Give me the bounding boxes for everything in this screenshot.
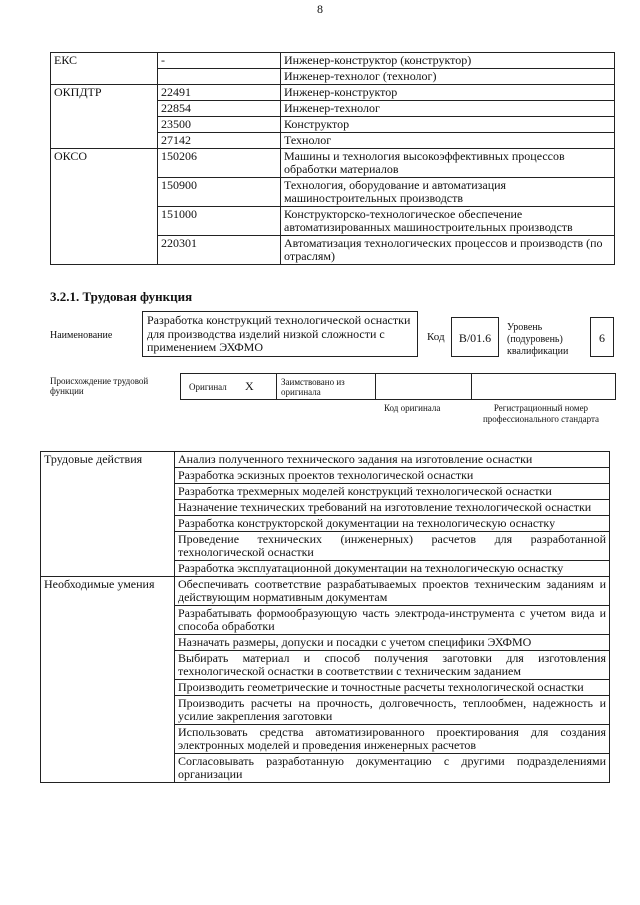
classifier-name: ОКПДТР	[51, 85, 158, 149]
skill-row	[41, 680, 610, 696]
classifier-row	[51, 53, 615, 69]
classifier-title: Технолог	[281, 133, 615, 149]
skill-row	[41, 754, 610, 783]
label-cell	[41, 754, 175, 783]
classifier-title: Конструктор	[281, 117, 615, 133]
page-number: 8	[317, 2, 323, 16]
skill-row	[41, 577, 610, 606]
labor-action-item: Анализ полученного технического задания на изготовление оснастки	[175, 452, 610, 468]
label-cell	[41, 725, 175, 754]
skill-item: Производить геометрические и точностные расчеты технологической оснастки	[175, 680, 610, 696]
classifier-row	[51, 149, 615, 178]
labor-action-item: Назначение технических требований на изготовление технологической оснастки	[175, 500, 610, 516]
reg-number-caption: Регистрационный номер профессионального стандарта	[482, 403, 600, 424]
code-label: Код	[427, 331, 445, 343]
skill-item: Разрабатывать формообразующую часть электрода-инструмента с учетом вида и способа обработки	[175, 606, 610, 635]
label-cell	[41, 561, 175, 577]
level-label: Уровень (подуровень) квалификации	[507, 322, 569, 357]
labor-action-item: Разработка трехмерных моделей конструкций технологической оснастки	[175, 484, 610, 500]
labor-action-item: Разработка конструкторской документации на технологическую оснастку	[175, 516, 610, 532]
origin-box	[180, 373, 616, 400]
label-cell	[41, 635, 175, 651]
code-original-caption: Код оригинала	[384, 403, 441, 413]
classifier-code: 220301	[158, 236, 281, 265]
skill-item: Использовать средства автоматизированного проектирования для создания электронных моделей и проведения инженерных расчетов	[175, 725, 610, 754]
skill-row	[41, 651, 610, 680]
origin-label: Происхождение трудовой функции	[50, 376, 149, 396]
classifier-title: Машины и технология высокоэффективных процессов обработки материалов	[281, 149, 615, 178]
labor-action-row	[41, 532, 610, 561]
label-cell	[41, 680, 175, 696]
skill-row	[41, 606, 610, 635]
function-name: Разработка конструкций технологической оснастки для производства изделий низкой сложности с применением ЭХФМО	[142, 311, 418, 357]
classifier-row	[51, 85, 615, 101]
classifier-code: 22854	[158, 101, 281, 117]
classifier-code	[158, 69, 281, 85]
label-cell	[41, 468, 175, 484]
label-cell	[41, 484, 175, 500]
borrowed-label: Заимствовано из оригинала	[281, 377, 345, 397]
labor-action-item: Разработка эскизных проектов технологической оснастки	[175, 468, 610, 484]
label-cell	[41, 532, 175, 561]
label-cell	[41, 516, 175, 532]
classifier-code: 150900	[158, 178, 281, 207]
classifier-title: Инженер-технолог (технолог)	[281, 69, 615, 85]
labor-action-item: Разработка эксплуатационной документации на технологическую оснастку	[175, 561, 610, 577]
section-title: 3.2.1. Трудовая функция	[50, 289, 193, 304]
classifier-table	[50, 52, 615, 265]
classifier-name: ОКСО	[51, 149, 158, 265]
label-cell	[41, 500, 175, 516]
name-label: Наименование	[50, 330, 113, 341]
divider	[276, 373, 277, 400]
skill-item: Обеспечивать соответствие разрабатываемых проектов техническим заданиям и действующим нормативным документам	[175, 577, 610, 606]
labor-action-row	[41, 484, 610, 500]
classifier-title: Инженер-конструктор	[281, 85, 615, 101]
original-mark: X	[245, 379, 254, 393]
skill-row	[41, 635, 610, 651]
label-cell	[41, 651, 175, 680]
function-details-table	[40, 451, 610, 783]
divider	[471, 373, 472, 400]
labor-action-row	[41, 468, 610, 484]
labor-action-row	[41, 452, 610, 468]
skill-item: Согласовывать разработанную документацию с другими подразделениями организации	[175, 754, 610, 783]
skill-row	[41, 696, 610, 725]
labor-action-row	[41, 561, 610, 577]
classifier-name: ЕКС	[51, 53, 158, 85]
classifier-code: 22491	[158, 85, 281, 101]
classifier-title: Автоматизация технологических процессов и производств (по отраслям)	[281, 236, 615, 265]
classifier-title: Инженер-конструктор (конструктор)	[281, 53, 615, 69]
label-cell	[41, 696, 175, 725]
classifier-code: 27142	[158, 133, 281, 149]
skills-label: Необходимые умения	[41, 577, 175, 606]
classifier-code: 151000	[158, 207, 281, 236]
classifier-title: Технология, оборудование и автоматизация машиностроительных производств	[281, 178, 615, 207]
labor-action-item: Проведение технических (инженерных) расчетов для разработанной технологической оснастки	[175, 532, 610, 561]
skill-item: Назначать размеры, допуски и посадки с учетом специфики ЭХФМО	[175, 635, 610, 651]
classifier-code: -	[158, 53, 281, 69]
classifier-code: 23500	[158, 117, 281, 133]
skill-row	[41, 725, 610, 754]
classifier-title: Конструкторско-технологическое обеспечение автоматизированных машиностроительных производств	[281, 207, 615, 236]
divider	[375, 373, 376, 400]
labor-actions-label: Трудовые действия	[41, 452, 175, 468]
qualification-level: 6	[590, 317, 614, 357]
label-cell	[41, 606, 175, 635]
classifier-title: Инженер-технолог	[281, 101, 615, 117]
classifier-code: 150206	[158, 149, 281, 178]
original-label: Оригинал	[189, 382, 227, 392]
skill-item: Выбирать материал и способ получения заготовки для изготовления технологической оснастки в соответствии с техническим заданием	[175, 651, 610, 680]
labor-action-row	[41, 516, 610, 532]
labor-action-row	[41, 500, 610, 516]
skill-item: Производить расчеты на прочность, долговечность, теплообмен, надежность и усилие закрепления заготовки	[175, 696, 610, 725]
function-code: B/01.6	[451, 317, 499, 357]
